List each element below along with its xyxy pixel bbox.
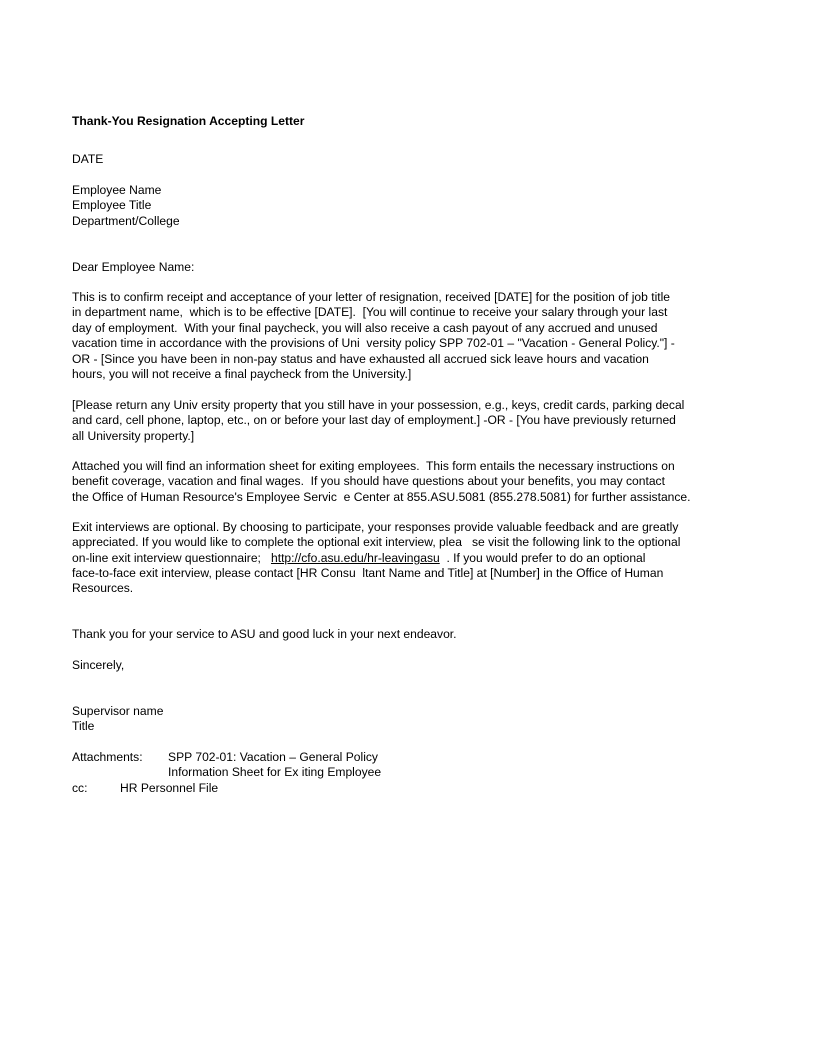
paragraph-3-line: benefit coverage, vacation and final wages. If you should have questions about your benefits, you may contact — [72, 474, 665, 488]
paragraph-1-line: in department name, which is to be effective [DATE]. [You will continue to receive your salary through your last — [72, 305, 668, 319]
attachments-label: Attachments: — [72, 750, 143, 764]
paragraph-1-line: day of employment. With your final paycheck, you will also receive a cash payout of any accrued and unused — [72, 321, 658, 335]
paragraph-4-line: Resources. — [72, 581, 134, 595]
attachment-item: Information Sheet for Ex iting Employee — [168, 765, 382, 779]
letter-date: DATE — [72, 152, 104, 166]
paragraph-4-line: appreciated. If you would like to complete the optional exit interview, plea se visit the following link to the optional — [72, 535, 681, 549]
paragraph-1-line: vacation time in accordance with the provisions of Uni versity policy SPP 702-01 – "Vacation - General Policy."] - — [72, 336, 675, 350]
paragraph-1-line: OR - [Since you have been in non-pay status and have exhausted all accrued sick leave hours and vacation — [72, 352, 649, 366]
exit-interview-link[interactable]: http://cfo.asu.edu/hr-leavingasu — [270, 551, 440, 565]
sign-off: Sincerely, — [72, 658, 125, 672]
supervisor-name: Supervisor name — [72, 704, 164, 718]
supervisor-title: Title — [72, 719, 95, 733]
letter-title: Thank-You Resignation Accepting Letter — [72, 114, 305, 128]
paragraph-4-line: Exit interviews are optional. By choosing to participate, your responses provide valuable feedback and are greatly — [72, 520, 679, 534]
cc-value: HR Personnel File — [120, 781, 219, 795]
address-employee-name: Employee Name — [72, 183, 162, 197]
paragraph-3-line: the Office of Human Resource's Employee Servic e Center at 855.ASU.5081 (855.278.5081) for further assistance. — [72, 490, 691, 504]
cc-label: cc: — [72, 781, 88, 795]
attachment-item: SPP 702-01: Vacation – General Policy — [168, 750, 378, 764]
address-employee-title: Employee Title — [72, 198, 152, 212]
paragraph-1-line: hours, you will not receive a final paycheck from the University.] — [72, 367, 412, 381]
paragraph-2-line: all University property.] — [72, 429, 195, 443]
paragraph-2-line: [Please return any Univ ersity property that you still have in your possession, e.g., keys, credit cards, parking decal — [72, 398, 685, 412]
paragraph-4-line — [72, 551, 645, 565]
salutation: Dear Employee Name: — [72, 260, 195, 274]
closing-thanks: Thank you for your service to ASU and good luck in your next endeavor. — [72, 627, 457, 641]
paragraph-1-line: This is to confirm receipt and acceptance of your letter of resignation, received [DATE] for the position of job title — [72, 290, 671, 304]
paragraph-2-line: and card, cell phone, laptop, etc., on or before your last day of employment.] -OR - [You have previously returned — [72, 413, 676, 427]
paragraph-4-text: . If you would prefer to do an optional — [439, 551, 646, 565]
paragraph-4-text: on-line exit interview questionnaire; — [72, 551, 271, 565]
paragraph-3-line: Attached you will find an information sheet for exiting employees. This form entails the necessary instructions on — [72, 459, 675, 473]
address-department: Department/College — [72, 214, 180, 228]
paragraph-4-line: face-to-face exit interview, please contact [HR Consu ltant Name and Title] at [Number] in the Office of Human — [72, 566, 664, 580]
